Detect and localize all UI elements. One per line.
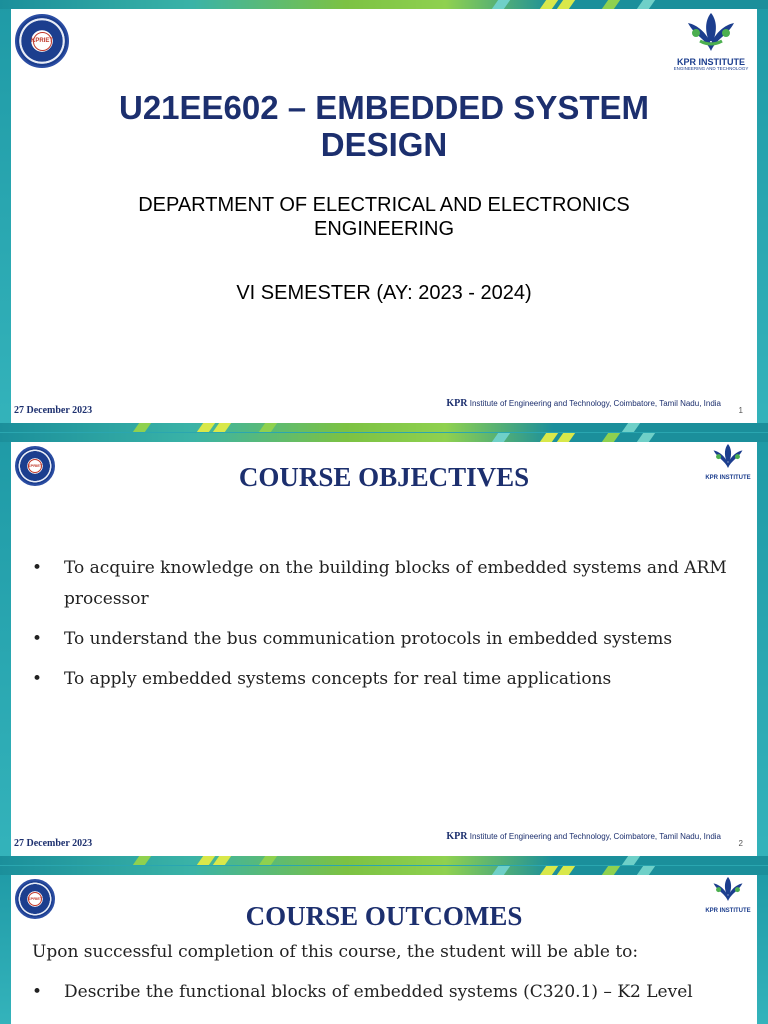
kpr-leaf-icon xyxy=(676,11,746,53)
footer-date: 27 December 2023 xyxy=(14,838,93,849)
page-number: 1 xyxy=(738,406,743,415)
bottom-band xyxy=(0,423,768,432)
department-seal-icon: KPRIET xyxy=(15,446,55,486)
list-item: • To acquire knowledge on the building blocks of embedded systems and ARM processor xyxy=(32,553,744,615)
course-title-line2: DESIGN xyxy=(320,126,448,163)
section-heading: COURSE OBJECTIVES xyxy=(238,462,530,492)
list-item: • To understand the bus communication protocols in embedded systems xyxy=(32,624,744,655)
slide-panel xyxy=(11,442,757,856)
logo-title: KPR INSTITUTE xyxy=(705,908,751,914)
bottom-band xyxy=(0,856,768,865)
logo-title: KPR INSTITUTE xyxy=(676,57,745,67)
slide-2 xyxy=(0,433,768,865)
top-band xyxy=(0,866,768,875)
semester-label: VI SEMESTER (AY: 2023 - 2024) xyxy=(236,282,532,304)
top-band xyxy=(0,433,768,442)
outcomes-intro: Upon successful completion of this course, the student will be able to: xyxy=(32,942,639,962)
slide-1 xyxy=(0,0,768,432)
logo-subtitle: ENGINEERING AND TECHNOLOGY xyxy=(673,66,749,71)
course-title xyxy=(0,89,768,163)
footer-institute: KPR Institute of Engineering and Technology, Coimbatore, Tamil Nadu, India xyxy=(446,398,721,409)
top-band xyxy=(0,0,768,9)
kpr-leaf-icon xyxy=(706,875,750,903)
kpr-logo xyxy=(671,11,751,72)
objectives-list xyxy=(32,553,744,704)
outcomes-list xyxy=(32,977,744,1017)
logo-title: KPR INSTITUTE xyxy=(705,475,751,481)
page-number: 2 xyxy=(738,839,743,848)
section-heading: COURSE OUTCOMES xyxy=(245,901,523,931)
list-item: • To apply embedded systems concepts for real time applications xyxy=(32,664,744,695)
slide-panel xyxy=(11,875,757,1024)
list-item: • Describe the functional blocks of embedded systems (C320.1) – K2 Level xyxy=(32,977,744,1008)
department-seal-icon: KPRIET xyxy=(15,14,69,68)
department-name xyxy=(0,193,768,241)
course-title-line1: U21EE602 – EMBEDDED SYSTEM xyxy=(118,89,649,126)
footer-institute: KPR Institute of Engineering and Technology, Coimbatore, Tamil Nadu, India xyxy=(446,831,721,842)
slide-panel xyxy=(11,9,757,423)
department-line1: DEPARTMENT OF ELECTRICAL AND ELECTRONICS xyxy=(138,194,630,216)
footer-date: 27 December 2023 xyxy=(14,405,93,416)
department-seal-icon: KPRIET xyxy=(15,879,55,919)
department-line2: ENGINEERING xyxy=(313,218,455,240)
slide-3 xyxy=(0,866,768,1024)
